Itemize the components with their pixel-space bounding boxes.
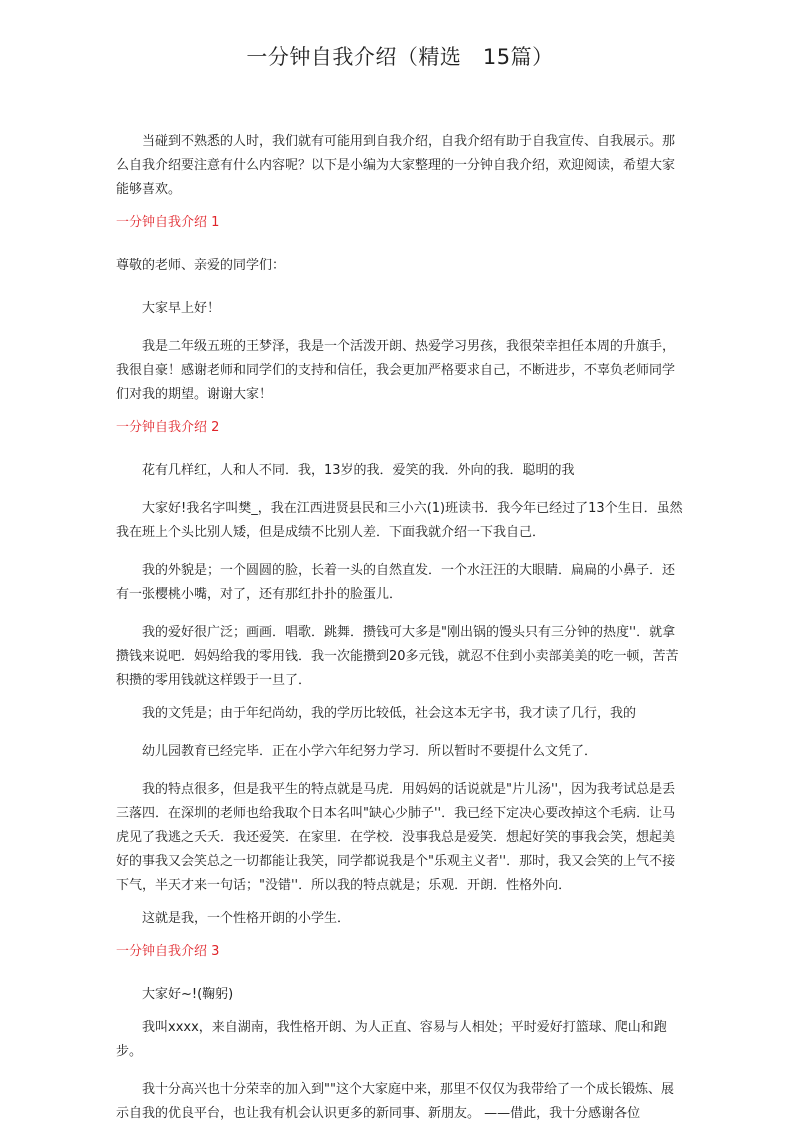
paragraph: 我的外貌是；一个圆圆的脸，长着一头的自然直发．一个水汪汪的大眼睛．扁扁的小鼻子．还有一张樱桃小嘴，对了，还有那红扑扑的脸蛋儿．: [116, 563, 676, 602]
paragraph: 大家早上好！: [142, 301, 221, 316]
document-title: 一分钟自我介绍（精选 15篇）: [246, 45, 554, 69]
section-heading-1: 一分钟自我介绍 1: [116, 215, 220, 230]
paragraph: 我的文凭是；由于年纪尚幼，我的学历比较低，社会这本无字书，我才读了几行，我的: [142, 706, 637, 721]
paragraph: 我叫xxxx，来自湖南，我性格开朗、为人正直、容易与人相处；平时爱好打篮球、爬山和跑步。: [116, 1020, 667, 1059]
paragraph: 我的特点很多，但是我平生的特点就是马虎．用妈妈的话说就是"片儿汤''，因为我考试总是丢三落四．在深圳的老师也给我取个日本名叫"缺心少肺子''．我已经下定决心要改掉这个毛病．让马虎见了我逃之夭夭．我还爱笑．在家里．在学校．没事我总是爱笑．想起好笑的事我会笑，想起美好的事我又会笑总之一切都能让我笑，同学都说我是个"乐观主义者''．那时，我又会笑的上气不接下气，半天才来一句话；"没错''．所以我的特点就是；乐观．开朗．性格外向．: [116, 782, 676, 893]
section-heading-2: 一分钟自我介绍 2: [116, 420, 220, 435]
paragraph: 这就是我，一个性格开朗的小学生．: [142, 911, 351, 926]
paragraph: 大家好!我名字叫樊_，我在江西进贤县民和三小六(1)班读书．我今年已经过了13个生日．虽然我在班上个头比别人矮，但是成绩不比别人差．下面我就介绍一下我自己．: [116, 501, 683, 540]
section-heading-3: 一分钟自我介绍 3: [116, 944, 220, 959]
intro-paragraph: 当碰到不熟悉的人时，我们就有可能用到自我介绍，自我介绍有助于自我宣传、自我展示。那么自我介绍要注意有什么内容呢？以下是小编为大家整理的一分钟自我介绍，欢迎阅读，希望大家能够喜欢。: [116, 134, 676, 197]
paragraph: 尊敬的老师、亲爱的同学们：: [116, 258, 286, 273]
paragraph: 幼儿园教育已经完毕．正在小学六年纪努力学习．所以暂时不要提什么文凭了．: [142, 744, 598, 759]
paragraph: 我是二年级五班的王梦泽，我是一个活泼开朗、热爱学习男孩，我很荣幸担任本周的升旗手，我很自豪！感谢老师和同学们的支持和信任，我会更加严格要求自己，不断进步，不辜负老师同学们对我的期望。谢谢大家！: [116, 339, 676, 402]
paragraph: 花有几样红，人和人不同．我，13岁的我．爱笑的我．外向的我．聪明的我: [142, 463, 575, 478]
paragraph: 我的爱好很广泛；画画．唱歌．跳舞．攒钱可大多是"刚出锅的馒头只有三分钟的热度''．就拿攒钱来说吧．妈妈给我的零用钱．我一次能攒到20多元钱，就忍不住到小卖部美美的吃一顿，苦苦积攒的零用钱就这样毁于一旦了．: [116, 625, 679, 688]
document-body: [116, 130, 686, 1126]
paragraph: 我十分高兴也十分荣幸的加入到""这个大家庭中来，那里不仅仅为我带给了一个成长锻炼、展示自我的优良平台，也让我有机会认识更多的新同事、新朋友。 ——借此，我十分感谢各位: [116, 1082, 674, 1121]
paragraph: 大家好~!(鞠躬): [142, 987, 234, 1002]
